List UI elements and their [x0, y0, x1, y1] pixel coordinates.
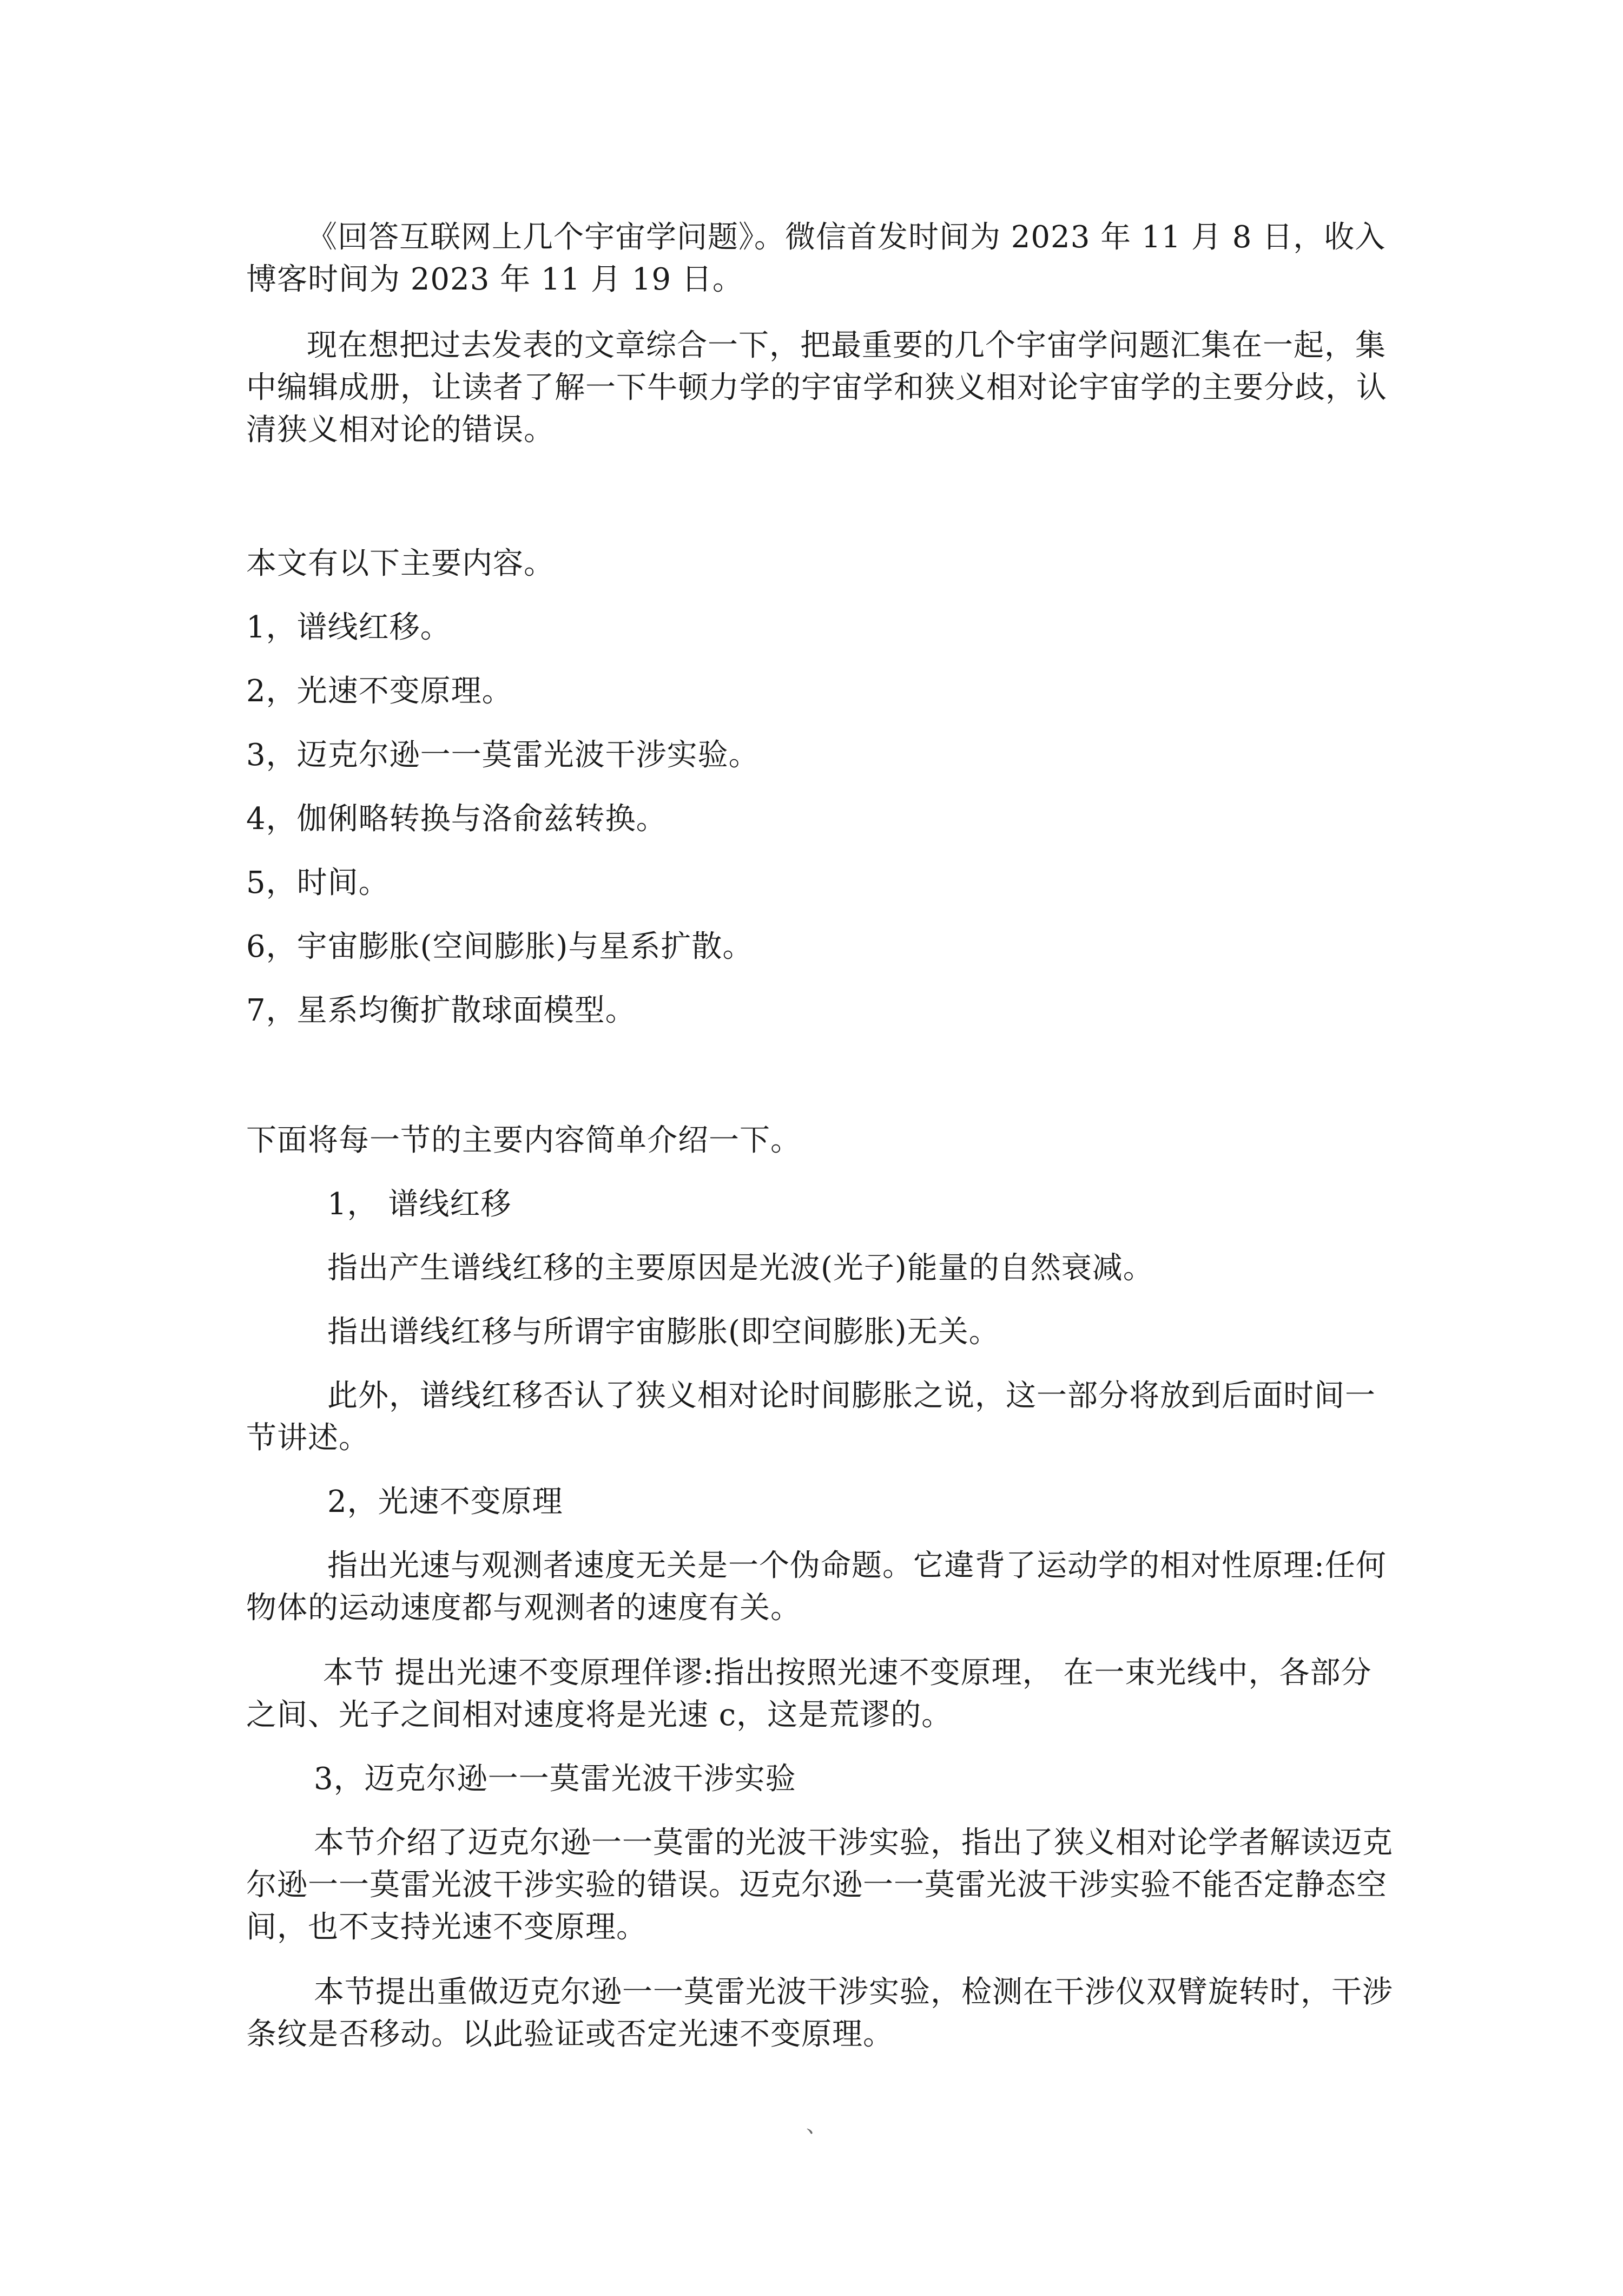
section-2-paragraph-2: 本节 提出光速不变原理佯谬:指出按照光速不变原理， 在一束光线中，各部分之间、光子之间相对速度将是光速 c，这是荒谬的。 [246, 1655, 1372, 1733]
page-footer-mark: 、 [806, 2113, 828, 2137]
section-1-paragraph-2: 指出谱线红移与所谓宇宙膨胀(即空间膨胀)无关。 [327, 1314, 1000, 1350]
intro-paragraph-2: 现在想把过去发表的文章综合一下，把最重要的几个宇宙学问题汇集在一起，集中编辑成册，让读者了解一下牛顿力学的宇宙学和狭义相对论宇宙学的主要分歧，认清狭义相对论的错误。 [246, 328, 1387, 448]
section-3-paragraph-2: 本节提出重做迈克尔逊一一莫雷光波干涉实验，检测在干涉仪双臂旋转时，干涉条纹是否移动。以此验证或否定光速不变原理。 [246, 1975, 1393, 2052]
contents-heading: 本文有以下主要内容。 [246, 546, 555, 581]
contents-item-5: 5，时间。 [246, 865, 390, 900]
contents-item-1: 1，谱线红移。 [246, 610, 451, 645]
summary-heading: 下面将每一节的主要内容简单介绍一下。 [246, 1123, 801, 1158]
intro-paragraph-1: 《回答互联网上几个宇宙学问题》。微信首发时间为 2023 年 11 月 8 日，收入博客时间为 2023 年 11 月 19 日。 [246, 220, 1386, 297]
contents-item-7: 7，星系均衡扩散球面模型。 [246, 993, 636, 1028]
section-1-paragraph-1: 指出产生谱线红移的主要原因是光波(光子)能量的自然衰减。 [327, 1251, 1154, 1286]
section-2-title: 2，光速不变原理 [327, 1484, 563, 1519]
section-3-title: 3，迈克尔逊一一莫雷光波干涉实验 [314, 1761, 796, 1797]
section-1-title: 1， 谱线红移 [327, 1187, 512, 1222]
section-1-paragraph-3: 此外，谱线红移否认了狭义相对论时间膨胀之说，这一部分将放到后面时间一节讲述。 [246, 1378, 1376, 1456]
contents-item-2: 2，光速不变原理。 [246, 674, 513, 709]
contents-item-4: 4，伽俐略转换与洛俞兹转换。 [246, 801, 667, 837]
section-3-paragraph-1: 本节介绍了迈克尔逊一一莫雷的光波干涉实验，指出了狭义相对论学者解读迈克尔逊一一莫雷光波干涉实验的错误。迈克尔逊一一莫雷光波干涉实验不能否定静态空间，也不支持光速不变原理。 [246, 1825, 1393, 1945]
contents-item-6: 6，宇宙膨胀(空间膨胀)与星系扩散。 [246, 929, 754, 964]
section-2-paragraph-1: 指出光速与观测者速度无关是一个伪命题。它違背了运动学的相对性原理:任何物体的运动速度都与观测者的速度有关。 [246, 1548, 1387, 1626]
contents-item-3: 3，迈克尔逊一一莫雷光波干涉实验。 [246, 738, 760, 773]
